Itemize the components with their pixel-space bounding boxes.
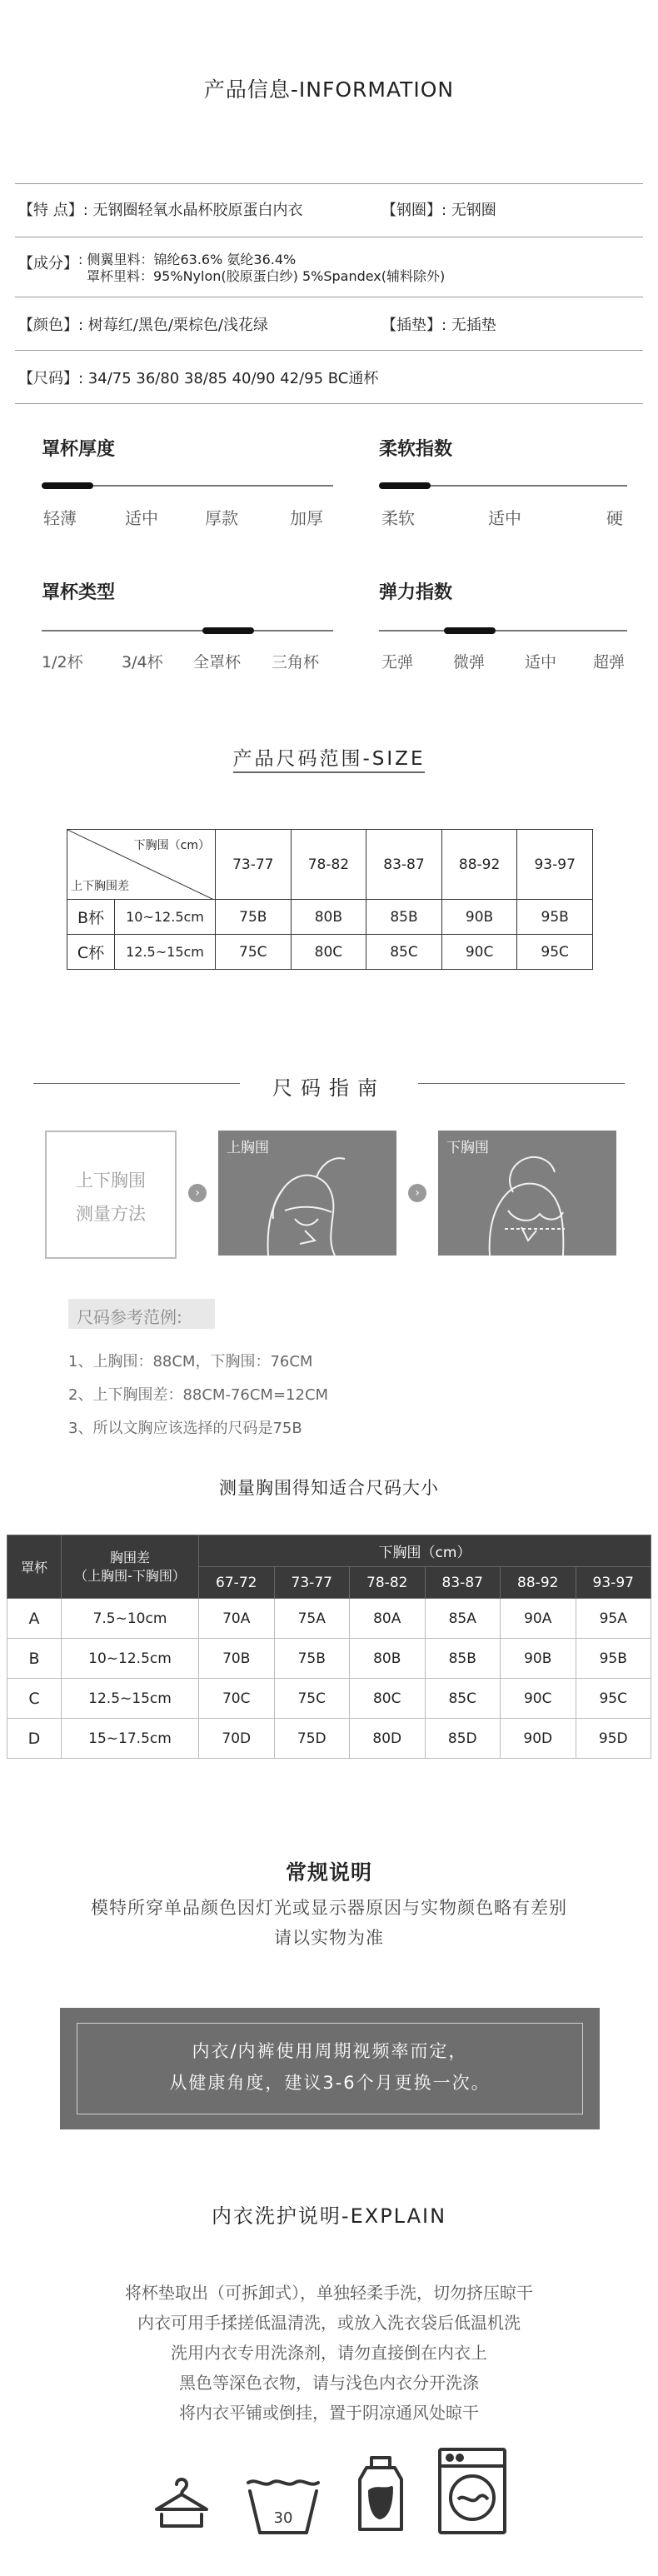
upper-bust-panel xyxy=(218,1131,396,1256)
size-cell: 85B xyxy=(366,900,442,935)
measure-method-line-1: 上下胸围 xyxy=(76,1171,146,1191)
size-cell: 80A xyxy=(350,1599,426,1639)
diff-cell: 7.5~10cm xyxy=(62,1599,199,1639)
corner-top-label: 下胸围（cm） xyxy=(133,839,210,852)
elasticity-tick: 微弹 xyxy=(453,653,486,671)
cup-cell: A xyxy=(7,1599,62,1639)
banner-frame xyxy=(77,2023,583,2114)
size-range-title-text: 产品尺码范围-SIZE xyxy=(233,748,426,773)
size-cell: 75D xyxy=(274,1719,350,1759)
steel-value: : 无钢圈 xyxy=(441,202,496,219)
size-cell: 95B xyxy=(517,900,593,935)
hanger-icon xyxy=(148,2466,215,2533)
size-cell: 80C xyxy=(350,1679,426,1719)
elasticity-indicator xyxy=(444,627,496,634)
divider xyxy=(15,183,643,184)
example-title: 尺码参考范例: xyxy=(77,1307,182,1327)
diff-header-line-1: 胸围差 xyxy=(109,1549,150,1565)
size-cell: 80C xyxy=(291,935,366,970)
composition-line-2: 罩杯里料：95%Nylon(胶原蛋白纱) 5%Spandex(辅料除外) xyxy=(87,268,446,284)
diff-header-line-2: （上胸围-下胸围） xyxy=(74,1567,186,1584)
steel-row xyxy=(381,198,496,220)
composition-line-1: : 侧翼里料：锦纶63.6% 氨纶36.4% xyxy=(78,252,297,267)
detergent-icon xyxy=(353,2454,411,2534)
size-cell: 95C xyxy=(576,1679,651,1719)
size-cell: 80B xyxy=(350,1639,426,1679)
size-cell: 70C xyxy=(199,1679,275,1719)
example-title-bg xyxy=(68,1299,215,1329)
elasticity-tick: 无弹 xyxy=(381,653,414,671)
measure-title: 测量胸围得知适合尺码大小 xyxy=(219,1478,439,1498)
composition-row xyxy=(18,252,445,285)
size-cell: 85D xyxy=(425,1719,501,1759)
size-cell: 75B xyxy=(274,1639,350,1679)
table-row xyxy=(7,1639,651,1679)
size-cell: 85C xyxy=(366,935,442,970)
column-header: 78-82 xyxy=(350,1567,426,1599)
size-cell: 85B xyxy=(425,1639,501,1679)
upper-bust-illustration xyxy=(218,1131,396,1256)
column-header: 67-72 xyxy=(199,1567,275,1599)
cup-type-title: 罩杯类型 xyxy=(42,582,116,603)
size-label: 【尺码】 xyxy=(18,370,78,387)
cup-type-indicator xyxy=(202,627,254,634)
diff-cell: 10~12.5cm xyxy=(115,900,216,935)
elasticity-tick: 适中 xyxy=(525,653,557,671)
column-header: 78-82 xyxy=(291,830,366,900)
composition-label: 【成分】 xyxy=(18,255,78,272)
softness-indicator xyxy=(379,482,431,489)
column-header: 83-87 xyxy=(366,830,442,900)
pad-value: : 无插垫 xyxy=(441,317,496,334)
hand-wash-icon xyxy=(242,2471,325,2538)
cup-type-tick: 三角杯 xyxy=(272,653,320,671)
example-line: 2、上下胸围差：88CM-76CM=12CM xyxy=(68,1386,329,1404)
softness-tick: 适中 xyxy=(488,508,521,528)
divider xyxy=(15,350,643,351)
column-header: 73-77 xyxy=(274,1567,350,1599)
info-title: 产品信息-INFORMATION xyxy=(203,77,455,102)
measure-method-line-2: 测量方法 xyxy=(76,1204,146,1224)
wash-temp-label: 30 xyxy=(273,2509,293,2527)
column-header: 93-97 xyxy=(517,830,593,900)
size-cell: 70A xyxy=(199,1599,275,1639)
size-cell: 90C xyxy=(501,1679,576,1719)
size-cell: 75C xyxy=(216,935,292,970)
column-header: 93-97 xyxy=(576,1567,651,1599)
arrow-icon: › xyxy=(408,1184,426,1202)
notes-line-2: 请以实物为准 xyxy=(274,1928,384,1948)
column-header: 83-87 xyxy=(425,1567,501,1599)
diff-cell: 15~17.5cm xyxy=(62,1719,199,1759)
size-cell: 85A xyxy=(425,1599,501,1639)
cup-type-track xyxy=(42,630,333,632)
under-bust-label: 下胸围 xyxy=(446,1140,489,1156)
color-row xyxy=(18,313,268,335)
softness-tick: 硬 xyxy=(606,508,623,528)
thickness-tick: 适中 xyxy=(125,508,158,528)
arrow-icon: › xyxy=(188,1184,207,1202)
size-cell: 85C xyxy=(425,1679,501,1719)
size-value: : 34/75 36/80 38/85 40/90 42/95 BC通杯 xyxy=(78,370,379,387)
under-bust-panel xyxy=(438,1131,616,1256)
feature-row xyxy=(18,198,303,220)
table-row xyxy=(67,935,593,970)
size-cell: 90B xyxy=(501,1639,576,1679)
size-cell: 75C xyxy=(274,1679,350,1719)
column-header: 88-92 xyxy=(501,1567,576,1599)
diff-header xyxy=(62,1535,199,1599)
size-row xyxy=(18,367,378,388)
size-cell: 90D xyxy=(501,1719,576,1759)
size-range-table xyxy=(67,829,593,970)
table-row xyxy=(67,900,593,935)
elasticity-track xyxy=(379,630,627,632)
diff-cell: 12.5~15cm xyxy=(115,935,216,970)
size-cell: 75A xyxy=(274,1599,350,1639)
thickness-title: 罩杯厚度 xyxy=(42,439,116,460)
size-chart-table xyxy=(7,1535,651,1759)
cup-header: 罩杯 xyxy=(7,1535,62,1599)
color-label: 【颜色】 xyxy=(18,317,78,334)
size-cell: 70B xyxy=(199,1639,275,1679)
thickness-tick: 厚款 xyxy=(205,508,238,528)
under-bust-illustration xyxy=(438,1131,616,1256)
table-row xyxy=(7,1719,651,1759)
size-range-title xyxy=(0,743,658,771)
cup-type-tick: 1/2杯 xyxy=(42,653,83,671)
elasticity-title: 弹力指数 xyxy=(379,582,453,603)
notes-line-1: 模特所穿单品颜色因灯光或显示器原因与实物颜色略有差别 xyxy=(91,1898,567,1918)
table-row xyxy=(7,1679,651,1719)
washing-machine-icon xyxy=(436,2446,508,2536)
care-title: 内衣洗护说明-EXPLAIN xyxy=(211,2204,447,2228)
upper-bust-label: 上胸围 xyxy=(227,1140,269,1156)
care-line: 内衣可用手揉搓低温清洗，或放入洗衣袋后低温机洗 xyxy=(137,2313,521,2333)
diff-cell: 12.5~15cm xyxy=(62,1679,199,1719)
thickness-tick: 加厚 xyxy=(290,508,323,528)
thickness-indicator xyxy=(42,482,93,489)
size-cell: 90B xyxy=(441,900,517,935)
softness-title: 柔软指数 xyxy=(379,439,453,460)
size-cell: 70D xyxy=(199,1719,275,1759)
replace-cycle-banner xyxy=(60,2008,600,2129)
feature-label: 【特 点】 xyxy=(18,202,83,219)
size-cell: 80B xyxy=(291,900,366,935)
pad-row xyxy=(381,313,496,335)
size-cell: 95C xyxy=(517,935,593,970)
size-cell: 95B xyxy=(576,1639,651,1679)
cup-cell: C xyxy=(7,1679,62,1719)
care-line: 黑色等深色衣物，请与浅色内衣分开洗涤 xyxy=(179,2373,479,2393)
example-line: 3、所以文胸应该选择的尺码是75B xyxy=(68,1420,302,1437)
corner-cell xyxy=(67,830,216,900)
care-line: 将杯垫取出（可拆卸式），单独轻柔手洗，切勿挤压晾干 xyxy=(125,2283,533,2303)
banner-line-1: 内衣/内裤使用周期视频率而定， xyxy=(192,2041,468,2061)
thickness-tick: 轻薄 xyxy=(43,508,77,528)
measure-method-box xyxy=(45,1131,177,1259)
cup-type-tick: 全罩杯 xyxy=(193,653,242,671)
feature-value: : 无钢圈轻氧水晶杯胶原蛋白内衣 xyxy=(82,202,303,219)
divider xyxy=(15,403,643,404)
column-header: 73-77 xyxy=(216,830,292,900)
notes-title: 常规说明 xyxy=(285,1860,372,1885)
size-cell: 80D xyxy=(350,1719,426,1759)
column-header: 88-92 xyxy=(441,830,517,900)
cup-cell: B杯 xyxy=(67,900,115,935)
size-cell: 90A xyxy=(501,1599,576,1639)
under-bust-header: 下胸围（cm） xyxy=(199,1535,651,1567)
softness-tick: 柔软 xyxy=(381,508,415,528)
corner-bottom-label: 上下胸围差 xyxy=(71,880,129,893)
diff-cell: 10~12.5cm xyxy=(62,1639,199,1679)
elasticity-tick: 超弹 xyxy=(593,653,626,671)
size-cell: 95A xyxy=(576,1599,651,1639)
cup-cell: D xyxy=(7,1719,62,1759)
cup-cell: B xyxy=(7,1639,62,1679)
pad-label: 【插垫】 xyxy=(381,317,441,334)
example-line: 1、上胸围：88CM，下胸围：76CM xyxy=(68,1353,313,1370)
care-line: 洗用内衣专用洗涤剂，请勿直接倒在内衣上 xyxy=(171,2343,487,2363)
size-cell: 90C xyxy=(441,935,517,970)
color-value: : 树莓红/黑色/栗棕色/浅花绿 xyxy=(78,317,268,334)
guide-title: 尺码指南 xyxy=(272,1076,386,1100)
table-row xyxy=(7,1599,651,1639)
steel-label: 【钢圈】 xyxy=(381,202,441,219)
cup-type-tick: 3/4杯 xyxy=(122,653,163,671)
care-line: 将内衣平铺或倒挂，置于阴凉通风处晾干 xyxy=(179,2403,479,2423)
size-cell: 75B xyxy=(216,900,292,935)
cup-cell: C杯 xyxy=(67,935,115,970)
banner-line-2: 从健康角度，建议3-6个月更换一次。 xyxy=(169,2073,491,2093)
size-cell: 95D xyxy=(576,1719,651,1759)
